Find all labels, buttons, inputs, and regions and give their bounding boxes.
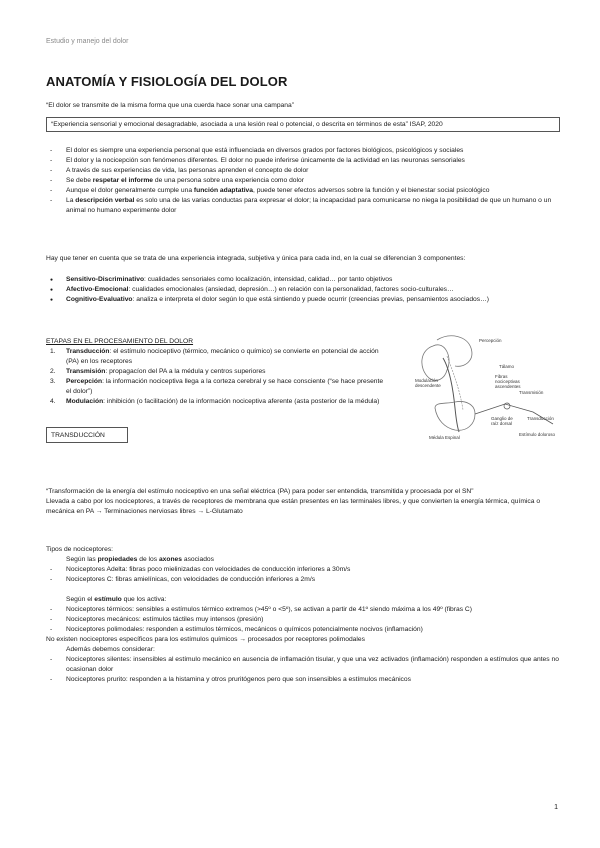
key-point: - El dolor y la nocicepción son fenómenos diferentes. El dolor no puede inferirse únicamente de la actividad en las neuronas sensoriales <box>46 156 566 166</box>
pain-pathway-diagram <box>415 328 565 440</box>
label-percepcion: Percepción <box>479 338 502 343</box>
key-point: - El dolor es siempre una experiencia personal que está influenciada en diversos grados por factores biológicos, psicológicos y sociales <box>46 146 566 156</box>
nociceptor-types <box>46 545 566 685</box>
segun-estimulo: Según el estímulo que los activa: <box>66 596 167 603</box>
nociceptor-mecanicos: - Nociceptores mecánicos: estímulos táctiles muy intensos (presión) <box>46 615 566 625</box>
ganglion-marker <box>504 403 510 409</box>
transduccion-text: Llevada a cabo por los nociceptores, a través de receptores de membrana que están presentes en las terminales libres, y que convierten la energía térmica, química o mecánica en PA → Terminaciones nerviosas libres → L-Glutamato <box>46 498 541 515</box>
key-point: - La descripción verbal es solo una de las varias conductas para expresar el dolor; la incapacidad para comunicarse no niega la posibilidad de que un humano o un animal no humano experimente dolor <box>46 196 566 216</box>
definition-box: “Experiencia sensorial y emocional desagradable, asociada a una lesión real o potencial, o descrita en términos de esta” ISAP, 2020 <box>46 117 560 132</box>
label-raiz: raíz dorsal <box>491 421 513 426</box>
tipos-heading: Tipos de nociceptores: <box>46 546 114 553</box>
page-number: 1 <box>554 804 558 811</box>
label-medula: Médula Espinal <box>429 435 460 440</box>
label-ascendentes: ascendentes <box>495 384 521 389</box>
opening-quote: “El dolor se transmite de la misma forma que una cuerda hace sonar una campana” <box>46 102 294 109</box>
no-existen-note: No existen nociceptores específicos para los estímulos químicos → procesados por receptores polimodales <box>46 636 365 643</box>
segun-axones: Según las propiedades de los axones asociados <box>66 556 214 563</box>
etapa-item: 4. Modulación: inhibición (o facilitación) de la información nociceptiva aferente (asta posterior de la médula) <box>50 398 380 405</box>
label-fibras: Fibras <box>495 374 508 379</box>
etapa-item: 2. Transmisión: propagacíon del PA a la médula y centros superiores <box>50 368 266 375</box>
label-ganglio: Ganglio de <box>491 416 513 421</box>
nociceptor-c: - Nociceptores C: fibras amielínicas, con velocidades de conducción inferiores a 2m/s <box>46 575 566 585</box>
label-estimulo: Estímulo doloroso <box>519 432 556 437</box>
components-list <box>46 275 566 305</box>
component-item: ● Sensitivo-Discriminativo: cualidades sensoriales como localización, intensidad, calidad… por tanto objetivos <box>46 275 566 285</box>
nociceptor-termicos: - Nociceptores térmicos: sensibles a estímulos térmico extremos (>45º o <5º), se activan a partir de 41º siendo máxima a los 49º (fibras C) <box>46 605 566 615</box>
label-descendente: descendente <box>415 383 441 388</box>
component-item: ● Cognitivo-Evaluativo: analiza e interpreta el dolor según lo que está sintiendo y puede ocurrir (creencias previas, pensamientos asociados…) <box>46 295 566 305</box>
nociceptor-polimodales: - Nociceptores polimodales: responden a estímulos térmicos, mecánicos o químicos potencialmente nocivos (inflamación) <box>46 625 566 635</box>
ademas-heading: Además debemos considerar: <box>66 646 155 653</box>
nociceptor-adelta: - Nociceptores Adelta: fibras poco mielinizadas con velocidades de conducción inferiores a 30m/s <box>46 565 566 575</box>
running-header: Estudio y manejo del dolor <box>46 38 129 45</box>
etapas-list <box>46 347 386 407</box>
label-nociceptivas: nociceptivas <box>495 379 520 384</box>
ascending-pathway <box>443 358 459 432</box>
transduccion-body <box>46 487 566 517</box>
label-modulacion: Modulación <box>415 378 439 383</box>
key-point: - Aunque el dolor generalmente cumple una función adaptativa, puede tener efectos adversos sobre la función y el bienestar social psicológico <box>46 186 566 196</box>
key-points-list <box>46 146 566 216</box>
nociceptor-silentes: - Nociceptores silentes: insensibles al estímulo mecánico en ausencia de inflamación tisular, y que una vez activados (inflamación) responden a estímulos que antes no ocasionan dolor <box>46 655 566 675</box>
etapas-heading: ETAPAS EN EL PROCESAMIENTO DEL DOLOR <box>46 338 194 345</box>
transduccion-quote: “Transformación de la energía del estímulo nociceptivo en una señal eléctrica (PA) para poder ser entendida, transmitida y procesada por el SN” <box>46 488 474 495</box>
spacer <box>46 585 566 595</box>
etapa-item: 1. Transducción: el estímulo nociceptivo (térmico, mecánico o químico) se convierte en potencial de acción (PA) en los receptores <box>50 348 379 365</box>
afferent-fiber <box>475 404 553 424</box>
label-transmision: Transmisión <box>519 390 544 395</box>
label-talamo: Tálamo <box>499 364 515 369</box>
component-item: ● Afectivo-Emocional: cualidades emocionales (ansiedad, depresión…) en relación con la personalidad, factores socio-culturales… <box>46 285 566 295</box>
components-intro: Hay que tener en cuenta que se trata de una experiencia integrada, subjetiva y única para cada ind, en la cual se diferencian 3 componentes: <box>46 255 466 262</box>
key-point: - Se debe respetar el informe de una persona sobre una experiencia como dolor <box>46 176 566 186</box>
page-title: ANATOMÍA Y FISIOLOGÍA DEL DOLOR <box>46 74 288 89</box>
section-transduccion-title: TRANSDUCCIÓN <box>46 427 128 443</box>
cortex-outline <box>437 336 472 366</box>
key-point: - A través de sus experiencias de vida, las personas aprenden el concepto de dolor <box>46 166 566 176</box>
nociceptor-prurito: - Nociceptores prurito: responden a la histamina y otros pruritógenos pero que son insensibles a estímulos mecánicos <box>46 675 566 685</box>
label-transduccion: Transducción <box>527 416 554 421</box>
etapa-item: 3. Percepción: la información nociceptiva llega a la corteza cerebral y se hace consciente (“se hace presente el dolor”) <box>50 378 384 395</box>
